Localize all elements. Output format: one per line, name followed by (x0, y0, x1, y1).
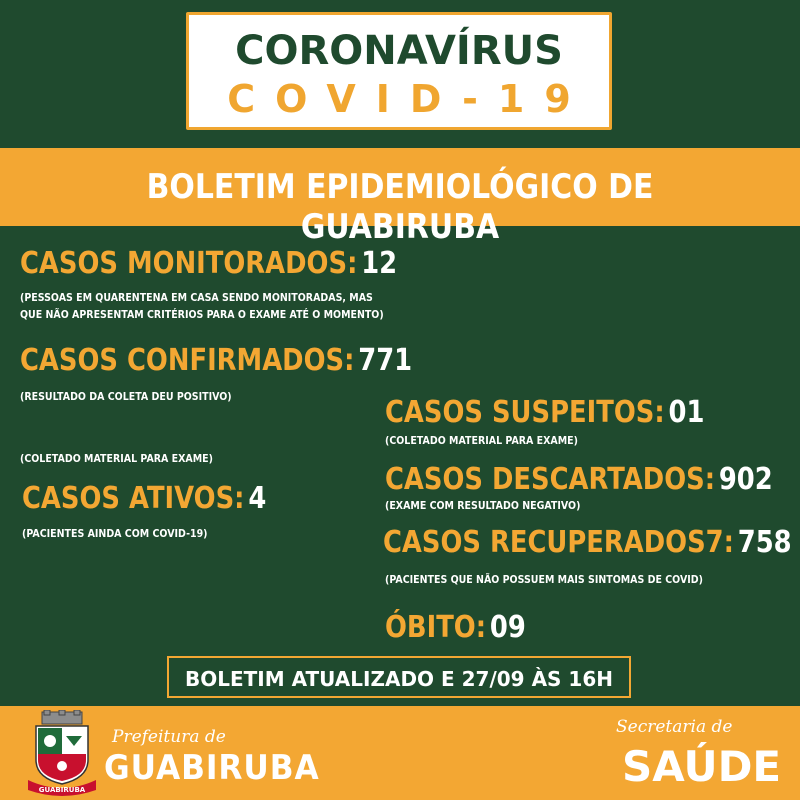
stat-monitorados-note-2: QUE NÃO APRESENTAM CRITÉRIOS PARA O EXAME ATÉ O MOMENTO) (20, 308, 384, 321)
secretaria-name: SAÚDE (622, 742, 782, 791)
prefeitura-label: Prefeitura de (112, 727, 226, 747)
crest-ribbon-text: GUABIRUBA (38, 786, 86, 794)
stat-descartados-label: CASOS DESCARTADOS: (385, 462, 716, 497)
header-subtitle: COVID-19 (227, 77, 591, 121)
stat-ativos-note: (PACIENTES AINDA COM COVID-19) (22, 527, 208, 540)
update-box (167, 656, 631, 698)
stat-recuperados-note: (PACIENTES QUE NÃO POSSUEM MAIS SINTOMAS DE COVID) (385, 573, 703, 586)
stat-obito (385, 610, 526, 645)
stat-suspeitos-value: 01 (668, 395, 705, 430)
stat-monitorados-label: CASOS MONITORADOS: (20, 246, 358, 281)
header-card (186, 12, 612, 130)
prefeitura-name: GUABIRUBA (104, 748, 320, 788)
stat-ativos (22, 481, 267, 516)
bulletin-title: BOLETIM EPIDEMIOLÓGICO DE GUABIRUBA (146, 167, 654, 247)
stat-recuperados-value: 758 (737, 525, 792, 560)
stat-descartados-value: 902 (718, 462, 773, 497)
stat-descartados-note: (EXAME COM RESULTADO NEGATIVO) (385, 499, 581, 512)
stat-confirmados-value: 771 (358, 343, 413, 378)
secretaria-label: Secretaria de (616, 717, 733, 737)
stat-ativos-value: 4 (248, 481, 267, 516)
bulletin-band (0, 148, 800, 247)
stat-confirmados (20, 343, 413, 378)
stat-recuperados-label: CASOS RECUPERADOS7: (383, 525, 734, 560)
stat-suspeitos (385, 395, 705, 430)
stat-descartados (385, 462, 773, 497)
stat-recuperados (383, 525, 792, 560)
update-text: BOLETIM ATUALIZADO E 27/09 ÀS 16H (185, 667, 613, 691)
stat-suspeitos-label: CASOS SUSPEITOS: (385, 395, 665, 430)
stat-monitorados (20, 246, 398, 281)
municipal-crest-icon (26, 710, 98, 796)
stat-monitorados-value: 12 (361, 246, 398, 281)
stat-suspeitos-note: (COLETADO MATERIAL PARA EXAME) (385, 434, 578, 447)
header-title: CORONAVÍRUS (235, 28, 563, 74)
stat-monitorados-note-1: (PESSOAS EM QUARENTENA EM CASA SENDO MONITORADAS, MAS (20, 291, 373, 304)
coletado-note: (COLETADO MATERIAL PARA EXAME) (20, 452, 213, 465)
stat-confirmados-label: CASOS CONFIRMADOS: (20, 343, 355, 378)
stat-obito-label: ÓBITO: (385, 610, 487, 645)
stat-obito-value: 09 (489, 610, 526, 645)
stat-confirmados-note: (RESULTADO DA COLETA DEU POSITIVO) (20, 390, 232, 403)
stat-ativos-label: CASOS ATIVOS: (22, 481, 245, 516)
